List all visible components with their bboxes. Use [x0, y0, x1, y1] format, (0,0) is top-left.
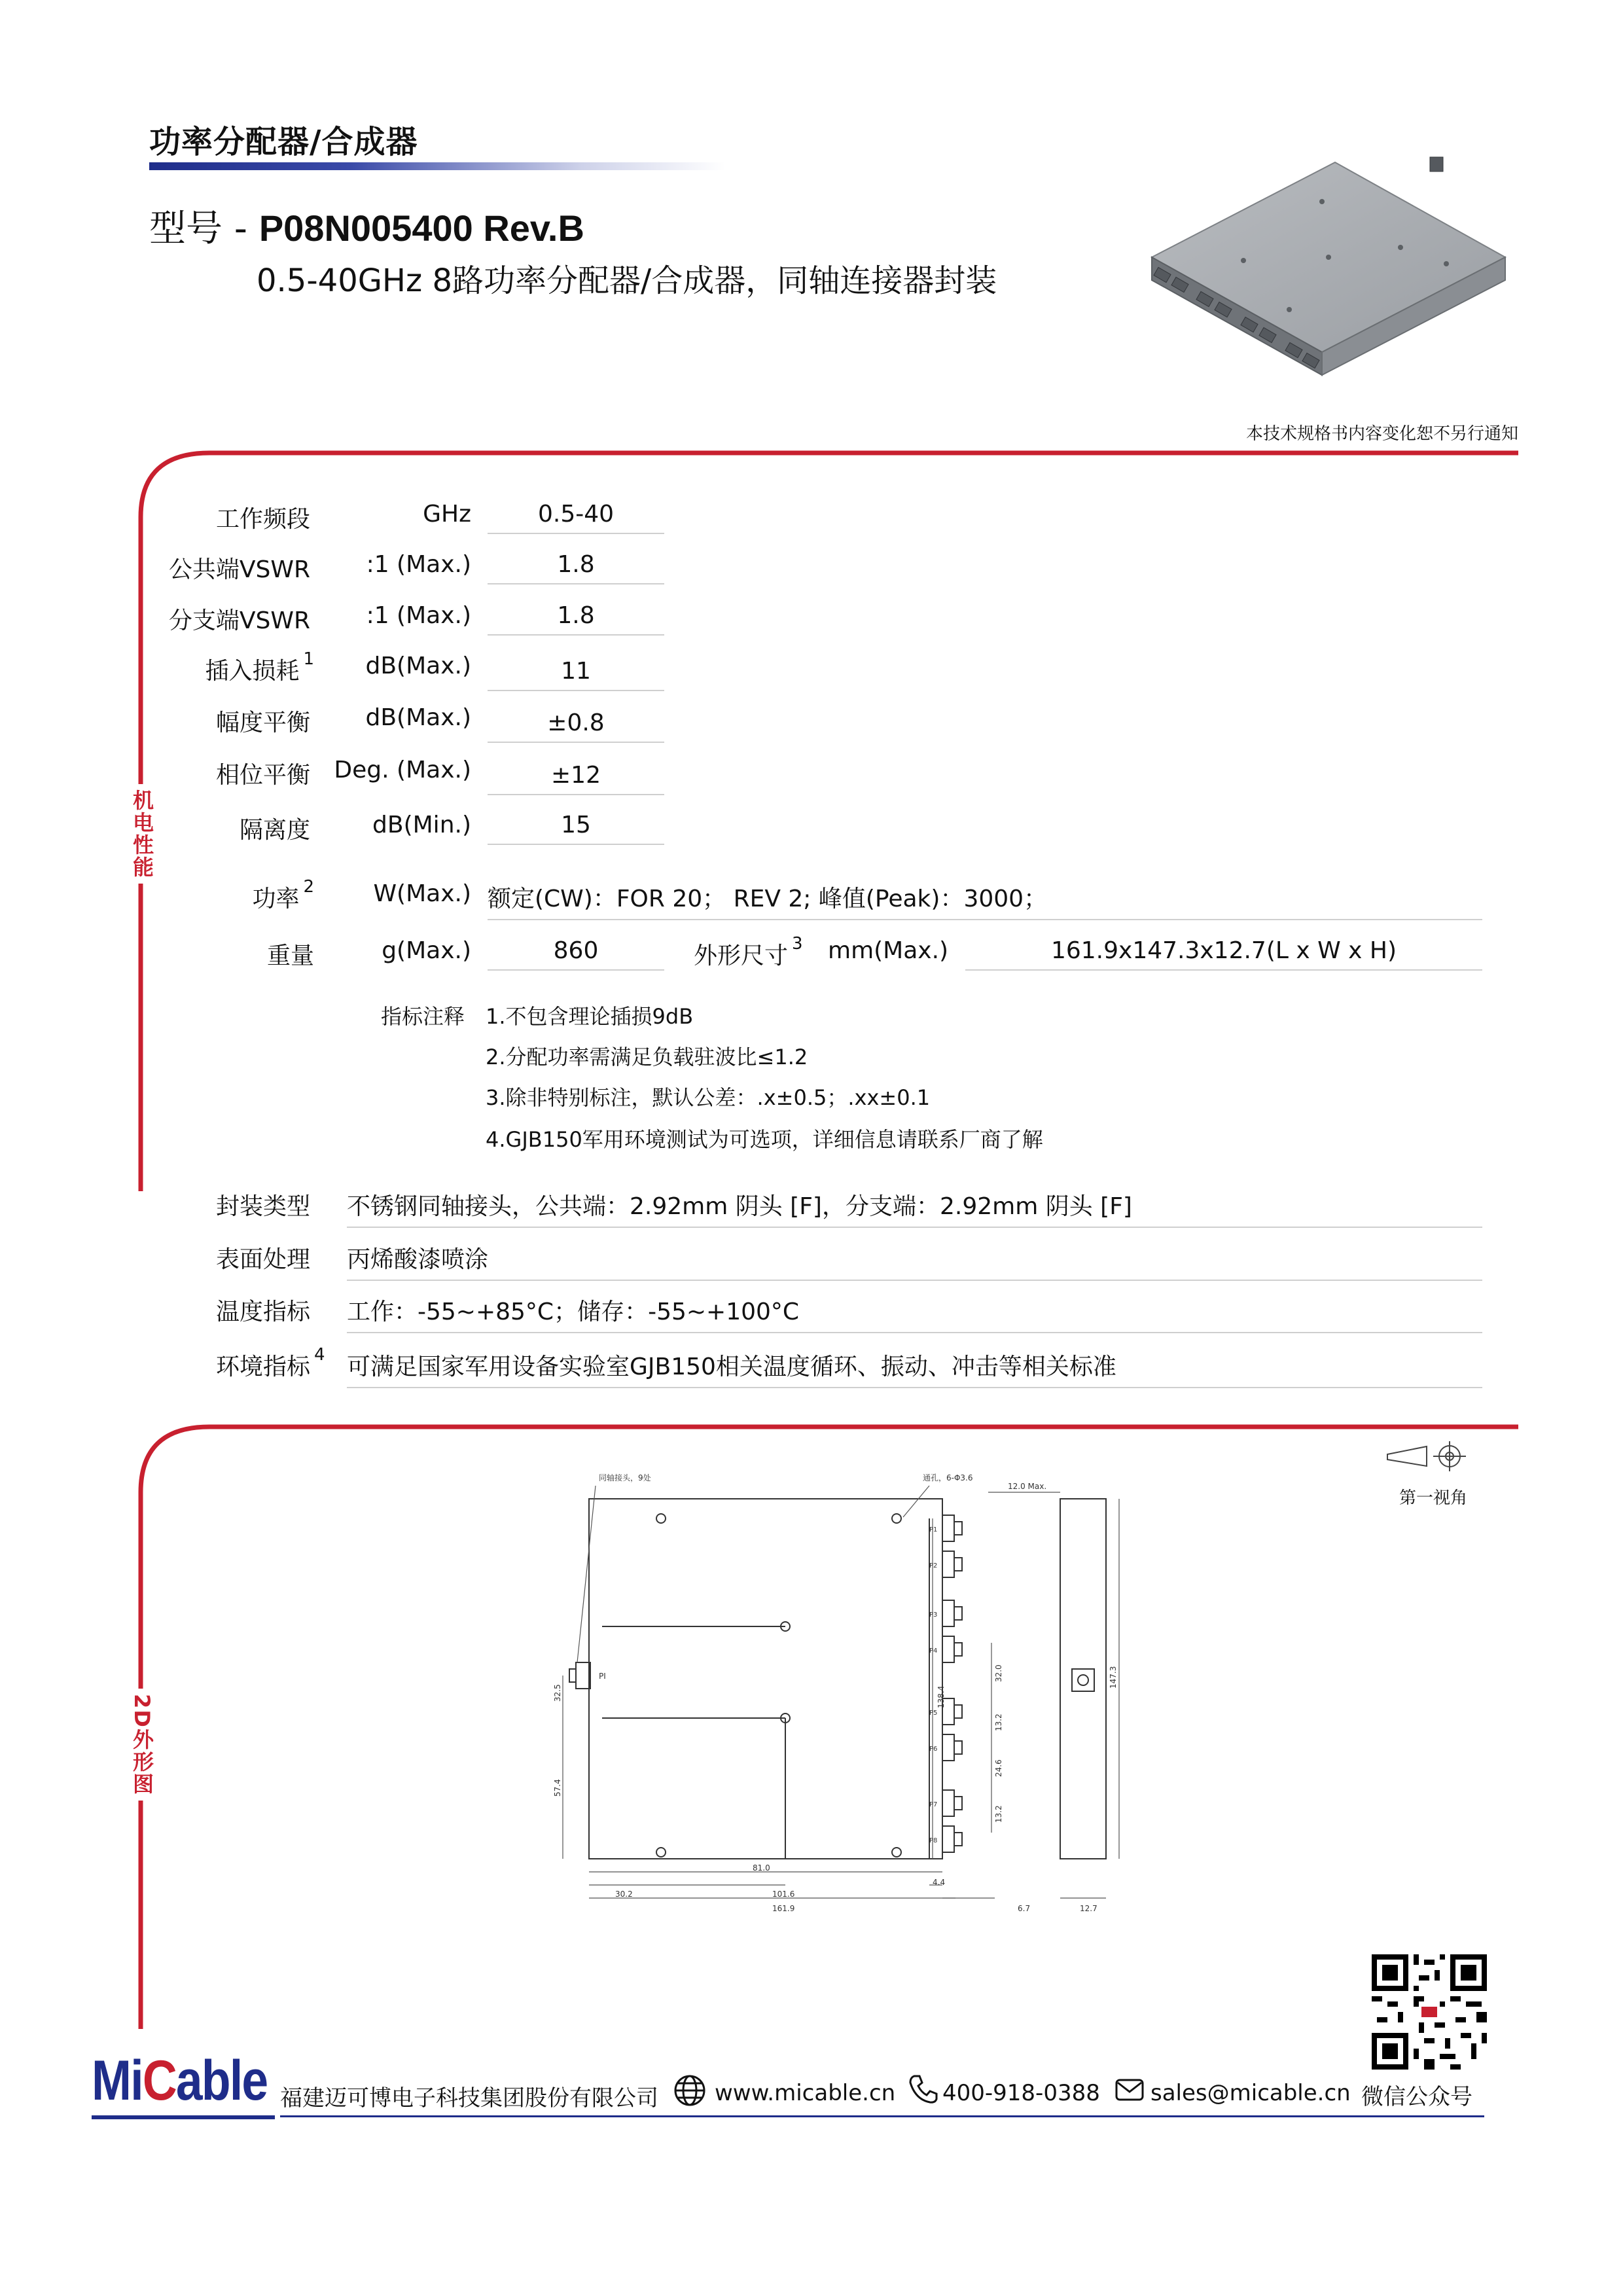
port-label: P2 — [929, 1562, 938, 1570]
side-view-outline — [1060, 1499, 1106, 1859]
dim-label: 101.6 — [772, 1890, 795, 1899]
phone-icon — [906, 2072, 940, 2106]
dim-label: 147.3 — [1109, 1666, 1118, 1689]
view-label: 第一视角 — [1399, 1488, 1468, 1508]
note-item: 2.分配功率需满足负载驻波比≤1.2 — [486, 1045, 808, 1069]
port-label: P7 — [929, 1801, 938, 1808]
power-value: 额定(CW)：FOR 20； REV 2; 峰值(Peak)：3000； — [488, 880, 1482, 920]
spec-value: ±0.8 — [488, 709, 664, 743]
mount-hole — [892, 1848, 901, 1857]
weight-unit: g(Max.) — [382, 937, 471, 964]
notes-label: 指标注释 — [381, 1004, 465, 1029]
change-notice: 本技术规格书内容变化恕不另行通知 — [1245, 424, 1518, 444]
mount-hole — [656, 1848, 666, 1857]
other-spec-value: 可满足国家军用设备实验室GJB150相关温度循环、振动、冲击等相关标准 — [347, 1348, 1482, 1388]
port-label: P4 — [929, 1647, 938, 1655]
qr-code-icon — [1372, 1954, 1487, 2070]
wechat-label: 微信公众号 — [1361, 2084, 1472, 2110]
other-spec-label: 温度指标 — [216, 1299, 311, 1325]
other-spec-label: 环境指标 $^4$ — [216, 1345, 325, 1380]
spec-label: 插入损耗 $^1$ — [205, 649, 314, 685]
spec-value: 15 — [488, 812, 664, 845]
category-title: 功率分配器/合成器 — [149, 124, 418, 160]
mail-icon — [1113, 2073, 1147, 2108]
spec-unit: GHz — [423, 501, 471, 528]
dim-label: 24.6 — [994, 1759, 1003, 1777]
port-label: P5 — [929, 1710, 938, 1717]
dim-label: 161.9 — [772, 1904, 795, 1913]
port-label: P1 — [929, 1526, 938, 1534]
spec-unit: :1 (Max.) — [366, 551, 471, 578]
logo-underline — [92, 2115, 275, 2119]
weight-value: 860 — [488, 937, 664, 971]
other-spec-label: 封装类型 — [216, 1193, 311, 1220]
email-link[interactable]: sales@micable.cn — [1150, 2080, 1351, 2106]
spec-value: 1.8 — [488, 602, 664, 636]
spec-value: 0.5-40 — [488, 501, 664, 534]
note-item: 4.GJB150军用环境测试为可选项，详细信息请联系厂商了解 — [486, 1127, 1043, 1152]
spec-label: 隔离度 — [239, 817, 310, 844]
body-outline — [589, 1499, 942, 1859]
spec-label: 公共端VSWR — [168, 556, 310, 583]
dim-label: 4.4 — [933, 1878, 946, 1887]
other-spec-value: 工作：-55~+85°C；储存：-55~+100°C — [347, 1293, 1482, 1333]
dim-label: 12.7 — [1080, 1904, 1097, 1913]
spec-label: 工作频段 — [215, 506, 310, 533]
phone-number[interactable]: 400-918-0388 — [942, 2080, 1100, 2106]
spec-label: 分支端VSWR — [168, 607, 310, 634]
first-angle-projection-icon — [1381, 1440, 1472, 1479]
dim-label: 32.5 — [553, 1684, 562, 1702]
mount-hole — [656, 1514, 666, 1523]
port-label: P8 — [929, 1837, 938, 1844]
port-label: P3 — [929, 1611, 938, 1619]
model-prefix: 型号 - — [149, 207, 259, 250]
dim-label: 13.2 — [994, 1805, 1003, 1823]
dim-label: 81.0 — [753, 1863, 770, 1873]
dim-label: 32.0 — [994, 1664, 1003, 1682]
outline-drawing — [537, 1466, 1139, 1924]
note-item: 1.不包含理论插损9dB — [486, 1004, 694, 1029]
dim-label: 12.0 Max. — [1008, 1482, 1047, 1491]
dim-label: 13.2 — [994, 1713, 1003, 1731]
dimension-unit: mm(Max.) — [828, 937, 949, 964]
weight-label: 重量 — [266, 942, 314, 969]
note-item: 3.除非特别标注，默认公差：.x±0.5；.xx±0.1 — [486, 1085, 931, 1110]
brand-logo: MiCable — [92, 2049, 268, 2112]
other-spec-value: 丙烯酸漆喷涂 — [347, 1241, 1482, 1281]
section-label-outline: 2D外形图 — [127, 1689, 157, 1801]
spec-value: ±12 — [488, 762, 664, 795]
dim-label: 6.7 — [1018, 1904, 1031, 1913]
company-name: 福建迈可博电子科技集团股份有限公司 — [280, 2085, 658, 2111]
globe-icon — [673, 2073, 707, 2108]
spec-unit: dB(Max.) — [365, 653, 471, 679]
spec-unit: dB(Max.) — [365, 704, 471, 731]
section-label-electrical: 机电性能 — [127, 784, 157, 884]
spec-value: 11 — [488, 658, 664, 691]
other-spec-value: 不锈钢同轴接头，公共端：2.92mm 阴头 [F]，分支端：2.92mm 阴头 [F] — [347, 1188, 1482, 1228]
other-spec-label: 表面处理 — [216, 1246, 311, 1273]
spec-unit: Deg. (Max.) — [334, 757, 471, 783]
spec-label: 相位平衡 — [215, 762, 310, 789]
footer-rule — [280, 2115, 1484, 2117]
mount-hole — [892, 1514, 901, 1523]
dim-label: 138.4 — [936, 1685, 946, 1708]
power-label: 功率 $^2$ — [252, 877, 314, 912]
dimension-value: 161.9x147.3x12.7(L x W x H) — [965, 937, 1482, 971]
spec-unit: :1 (Max.) — [366, 602, 471, 629]
spec-label: 幅度平衡 — [215, 709, 310, 736]
callout-connector: 同轴接头，9处 — [599, 1473, 651, 1482]
model-number: P08N005400 Rev.B — [259, 207, 584, 249]
spec-value: 1.8 — [488, 551, 664, 584]
product-subtitle: 0.5-40GHz 8路功率分配器/合成器，同轴连接器封装 — [257, 262, 997, 299]
spec-unit: dB(Min.) — [372, 812, 471, 838]
dim-label: 57.4 — [553, 1779, 562, 1797]
port-label: PI — [599, 1672, 606, 1681]
dimension-label: 外形尺寸 $^3$ — [694, 934, 803, 969]
website-link[interactable]: www.micable.cn — [715, 2080, 896, 2106]
dim-label: 30.2 — [615, 1890, 633, 1899]
port-label: P6 — [929, 1746, 938, 1753]
callout-hole: 通孔，6-Φ3.6 — [923, 1473, 973, 1482]
power-unit: W(Max.) — [373, 880, 471, 907]
